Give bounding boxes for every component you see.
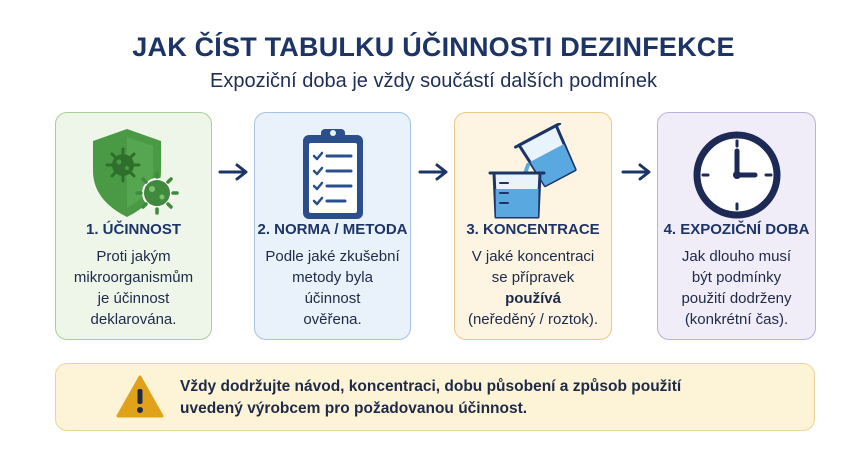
card-title: 3. KONCENTRACE [466, 221, 600, 238]
warning-banner [55, 363, 815, 431]
card-title: 1. ÚČINNOST [85, 221, 181, 238]
card-description: Proti jakým mikroorganismům je účinnost deklarována. [73, 248, 194, 328]
card-efficacy [55, 112, 212, 340]
page-title: JAK ČÍST TABULKU ÚČINNOSTI DEZINFEKCE [132, 32, 735, 62]
clipboard-checklist-icon [255, 121, 410, 225]
page-subtitle: Expoziční doba je vždy součástí dalších podmínek [210, 70, 657, 92]
card-title: 2. NORMA / METODA [257, 221, 408, 238]
beakers-pouring-icon [455, 121, 611, 225]
card-description: Jak dlouho musí být podmínky použití dodrženy (konkrétní čas). [681, 248, 792, 328]
warning-text: Vždy dodržujte návod, koncentraci, dobu působení a způsob použití uvedený výrobcem pro požadovanou účinnost. [180, 378, 682, 417]
arrow-right-icon [218, 162, 250, 182]
card-title: 4. EXPOZIČNÍ DOBA [663, 221, 810, 238]
arrow-right-icon [621, 162, 653, 182]
arrow-right-icon [418, 162, 450, 182]
shield-virus-icon [56, 121, 211, 225]
card-description: Podle jaké zkušební metody byla účinnost ověřena. [265, 248, 400, 328]
clock-icon [658, 121, 815, 225]
card-exposure-time [657, 112, 816, 340]
card-norm-method [254, 112, 411, 340]
warning-triangle-icon [116, 374, 164, 420]
card-concentration [454, 112, 612, 340]
card-description: V jaké koncentraci se přípravek používá (neředěný / roztok). [467, 248, 599, 328]
